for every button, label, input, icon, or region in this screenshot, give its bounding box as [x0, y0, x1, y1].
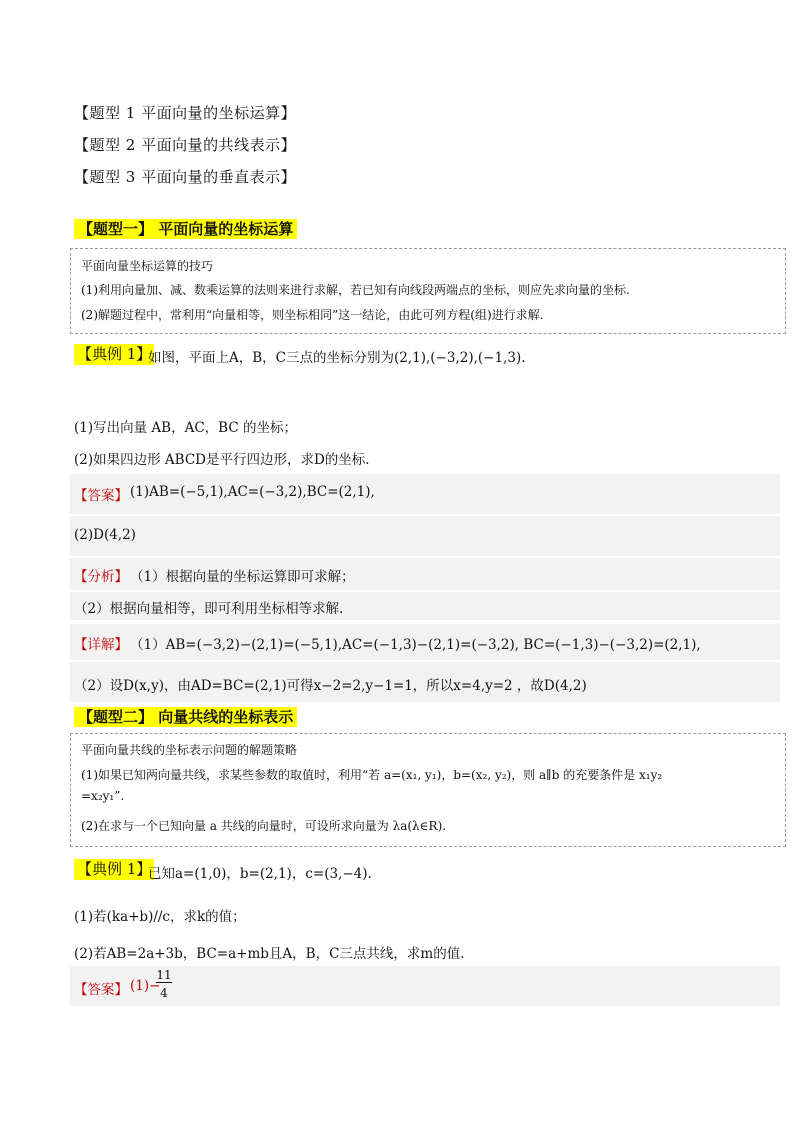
tip-line: (2)解题过程中，常利用“向量相等，则坐标相同”这一结论，由此可列方程(组)进行求解.	[81, 308, 544, 322]
detail-text: （1）AB=(−3,2)−(2,1)=(−5,1),AC=(−1,3)−(2,1)=(−3,2), BC=(−1,3)−(−3,2)=(2,1),	[130, 637, 701, 653]
answer-prefix: (1)−	[130, 978, 161, 994]
answer-block-3	[70, 966, 780, 1006]
question-1: (1)写出向量 AB，AC，BC 的坐标；	[74, 420, 297, 436]
section-heading-1: 【题型一】 平面向量的坐标运算	[74, 219, 297, 239]
analysis-block	[70, 558, 780, 590]
answer-label: 【答案】	[74, 982, 128, 998]
toc-item-2: 【题型 2 平面向量的共线表示】	[74, 136, 297, 154]
tip-line: =x₂y₁”.	[81, 789, 125, 803]
analysis-label: 【分析】	[74, 569, 128, 585]
tip-box-1	[70, 248, 786, 334]
analysis-text: （2）根据向量相等，即可利用坐标相等求解.	[74, 601, 344, 617]
tip-line: (1)利用向量加、减、数乘运算的法则来进行求解，若已知有向线段两端点的坐标，则应先求向量的坐标.	[81, 283, 630, 297]
question-2: (2)如果四边形 ABCD是平行四边形，求D的坐标.	[74, 452, 370, 468]
fraction-denominator: 4	[160, 986, 168, 1000]
tip-line: (1)如果已知两向量共线，求某些参数的取值时，利用“若 a=(x₁, y₁)，b=(x₂, y₂)，则 a∥b 的充要条件是 x₁y₂	[81, 768, 663, 782]
tip-title: 平面向量坐标运算的技巧	[81, 259, 214, 273]
answer-text: (2)D(4,2)	[74, 527, 136, 543]
toc-item-1: 【题型 1 平面向量的坐标运算】	[74, 104, 297, 122]
question-2-2: (2)若AB=2a+3b，BC=a+mb且A，B，C三点共线，求m的值.	[74, 946, 465, 962]
answer-label: 【答案】	[74, 488, 128, 504]
detail-label: 【详解】	[74, 637, 128, 653]
detail-block	[70, 624, 780, 660]
answer-block	[70, 474, 780, 514]
analysis-block-2	[70, 592, 780, 620]
tip-box-2	[70, 733, 786, 847]
question-1-2: (1)若(ka+b)//c，求k的值；	[74, 909, 246, 925]
example-label: 【典例 1】	[74, 344, 154, 365]
answer-text: (1)AB=(−5,1),AC=(−3,2),BC=(2,1),	[130, 484, 375, 500]
example-text: 如图，平面上A，B，C三点的坐标分别为(2,1),(−3,2),(−1,3).	[148, 350, 526, 366]
detail-block-2	[70, 662, 780, 702]
answer-block-2	[70, 516, 780, 556]
tip-title: 平面向量共线的坐标表示问题的解题策略	[81, 743, 298, 757]
example-label-2: 【典例 1】	[74, 859, 154, 880]
toc-item-3: 【题型 3 平面向量的垂直表示】	[74, 168, 297, 186]
fraction-numerator: 11	[156, 968, 172, 982]
example-text-2: 已知a=(1,0)，b=(2,1)，c=(3,−4).	[148, 866, 372, 882]
detail-text: （2）设D(x,y)，由AD=BC=(2,1)可得x−2=2,y−1=1，所以x=4,y=2 ，故D(4,2)	[74, 678, 587, 694]
analysis-text: （1）根据向量的坐标运算即可求解；	[130, 569, 355, 585]
tip-line: (2)在求与一个已知向量 a 共线的向量时，可设所求向量为 λa(λ∈R).	[81, 819, 447, 833]
section-heading-2: 【题型二】 向量共线的坐标表示	[74, 707, 297, 727]
